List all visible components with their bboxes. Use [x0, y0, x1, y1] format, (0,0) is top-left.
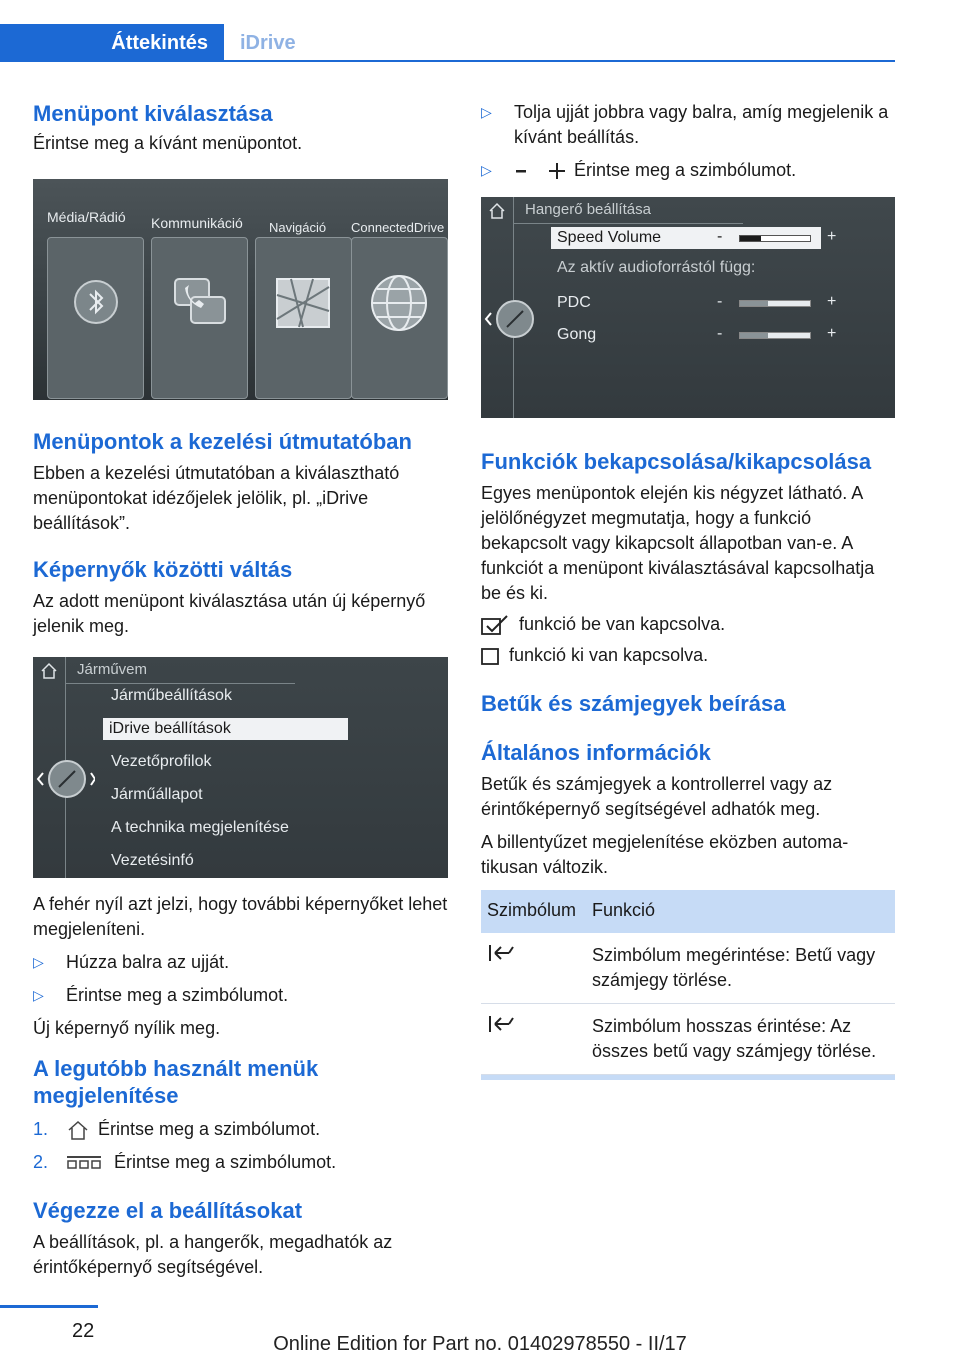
volume-slider[interactable] — [739, 235, 811, 242]
menu-item[interactable]: Vezetőprofilok — [111, 753, 212, 770]
menu-item[interactable]: Járműállapot — [111, 786, 203, 803]
page-number: 22 — [72, 1320, 95, 1342]
section-title-menupont: Menüpont kiválasztása — [33, 101, 273, 126]
screenshot-hangero — [481, 197, 895, 418]
volume-row-label[interactable]: PDC — [557, 294, 591, 311]
volume-slider[interactable] — [739, 332, 811, 339]
section-text-kezelesi: Ebben a kezelési útmutatóban a kiválasztható menüpontokat idézőjelek jelölik, pl. „iDrive beállítások”. — [33, 463, 400, 533]
menu-label-connecteddrive: ConnectedDrive — [351, 220, 445, 235]
triangle-bullet-icon: ▷ — [33, 954, 44, 970]
item-text: Érintse meg a szimbólumot. — [98, 1119, 321, 1139]
tab-attekintes[interactable]: Áttekintés — [0, 24, 224, 62]
bullet-text: Érintse meg a szimbólumot. — [66, 985, 289, 1005]
home-icon — [66, 1119, 90, 1141]
minus-icon — [514, 163, 530, 179]
volume-row-label[interactable]: Gong — [557, 326, 597, 343]
table-cell-symbol — [481, 1004, 586, 1075]
globe-icon — [369, 273, 429, 333]
volume-slider[interactable] — [739, 300, 811, 307]
symbol-table — [481, 890, 895, 1075]
checkbox-off-row — [481, 643, 895, 668]
phone-icon — [171, 273, 229, 331]
screen-header: Hangerő beállítása — [525, 201, 651, 218]
table-cell-function: Szimbólum hosszas érintése: Az összes betű vagy számjegy törlése. — [586, 1004, 895, 1075]
volume-plus[interactable]: + — [827, 293, 837, 310]
volume-plus[interactable]: + — [827, 228, 837, 245]
right-column — [481, 100, 895, 1080]
menu-item[interactable]: Vezetésinfó — [111, 852, 194, 869]
volume-minus[interactable]: - — [717, 228, 723, 245]
bullet-text: Tolja ujját jobbra vagy balra, amíg megjelenik a kívánt beállítás. — [514, 102, 889, 147]
bullet-item — [33, 950, 448, 975]
volume-row-label[interactable]: Speed Volume — [557, 229, 662, 246]
arrow-note: A fehér nyíl azt jelzi, hogy további képernyőket lehet megjeleníteni. — [33, 894, 448, 939]
tab-idrive[interactable]: iDrive — [240, 31, 296, 54]
section-title-legutobb: A legutóbb használt menük megjelenítése — [33, 1056, 319, 1108]
triangle-bullet-icon: ▷ — [33, 987, 44, 1003]
checkbox-empty-icon — [481, 646, 501, 666]
left-column — [33, 100, 448, 1280]
triangle-bullet-icon: ▷ — [481, 162, 492, 178]
header-divider — [65, 683, 295, 684]
section-text-funkciok: Egyes menüpontok elején kis négyzet látható. A jelölőnégyzet megmutatja, hogy a funkció bekapcsolt vagy kikapcsolt állapotban van-e. A funkciót a menüpont kiválasztásával kapcsolhatja be és ki. — [481, 483, 875, 603]
table-header-symbol: Szimbólum — [481, 890, 586, 933]
home-icon[interactable] — [40, 662, 58, 680]
bluetooth-icon — [73, 279, 119, 325]
checkbox-on-row — [481, 612, 895, 637]
controller-knob-icon — [483, 291, 543, 347]
menu-label-navigacio: Navigáció — [269, 220, 327, 235]
footer-rule — [0, 1305, 98, 1308]
screen-header: Járművem — [77, 661, 148, 678]
recent-menus-icon — [66, 1155, 102, 1171]
table-row — [481, 1004, 895, 1075]
bullet-item — [33, 983, 448, 1008]
menu-item[interactable]: A technika megjelenítése — [111, 819, 289, 836]
volume-slider-fill — [740, 301, 768, 306]
bullet-item — [481, 158, 895, 183]
subheader-text: Az aktív audioforrástól függ: — [557, 259, 756, 276]
section-text-altalanos-2: A billentyűzet megjelenítése eközben automatikusan változik. — [481, 832, 849, 877]
numbered-item — [33, 1117, 448, 1142]
menu-label-kommunikacio: Kommunikáció — [151, 215, 243, 231]
section-title-altalanos: Általános információk — [481, 740, 711, 765]
screenshot-main-menu — [33, 179, 448, 400]
controller-knob-icon — [35, 751, 95, 807]
section-text-kepernyok: Az adott menüpont kiválasztása után új képernyő jelenik meg. — [33, 591, 426, 636]
section-text-altalanos-1: Betűk és számjegyek a kontrollerrel vagy az érintőképernyő segítségével adhatók meg. — [481, 774, 833, 819]
bullet-text: Húzza balra az ujját. — [66, 952, 230, 972]
item-number: 1. — [33, 1119, 49, 1139]
screenshot-jarmuvem — [33, 657, 448, 878]
section-title-beallitasok: Végezze el a beállításokat — [33, 1198, 303, 1223]
numbered-item — [33, 1150, 448, 1175]
section-title-betuk: Betűk és számjegyek beírása — [481, 691, 786, 716]
volume-slider-fill — [740, 236, 761, 241]
item-number: 2. — [33, 1152, 49, 1172]
triangle-bullet-icon: ▷ — [481, 104, 492, 120]
table-header-row — [481, 890, 895, 933]
section-title-funkciok: Funkciók bekapcsolása/kikapcsolása — [481, 449, 872, 474]
menu-label-media: Média/Rádió — [47, 209, 126, 225]
section-text-menupont: Érintse meg a kívánt menüpontot. — [33, 133, 303, 153]
section-text-beallitasok: A beállítások, pl. a hangerők, megadhatók az érintőképernyő segítségével. — [33, 1232, 393, 1277]
plus-icon — [548, 162, 566, 180]
volume-slider-fill — [740, 333, 768, 338]
home-icon[interactable] — [488, 202, 506, 220]
new-screen-text: Új képernyő nyílik meg. — [33, 1018, 221, 1038]
item-text: Érintse meg a szimbólumot. — [114, 1152, 337, 1172]
menu-item[interactable]: Járműbeállítások — [111, 687, 232, 704]
menu-item-selected[interactable]: iDrive beállítások — [109, 720, 231, 737]
bullet-item — [481, 100, 895, 150]
volume-minus[interactable]: - — [717, 325, 723, 342]
table-cell-function: Szimbólum megérintése: Betű vagy számjegy törlése. — [586, 933, 895, 1004]
backspace-icon — [487, 1014, 515, 1034]
table-cell-symbol — [481, 933, 586, 1004]
bullet-text: Érintse meg a szimbólumot. — [574, 160, 797, 180]
section-title-kezelesi: Menüpontok a kezelési útmutatóban — [33, 429, 412, 454]
navigation-map-icon — [273, 275, 333, 331]
table-row — [481, 933, 895, 1004]
volume-plus[interactable]: + — [827, 325, 837, 342]
section-title-kepernyok: Képernyők közötti váltás — [33, 557, 293, 582]
header-rule — [0, 60, 895, 62]
volume-minus[interactable]: - — [717, 293, 723, 310]
header-divider — [513, 223, 743, 224]
table-header-function: Funkció — [586, 890, 895, 933]
table-bottom-bar — [481, 1075, 895, 1080]
checkbox-off-text: funkció ki van kapcsolva. — [509, 645, 709, 665]
checkbox-on-text: funkció be van kapcsolva. — [519, 614, 726, 634]
checkbox-checked-icon — [481, 614, 509, 636]
backspace-icon — [487, 943, 515, 963]
edition-text: Online Edition for Part no. 01402978550 - II/17 — [273, 1333, 687, 1355]
